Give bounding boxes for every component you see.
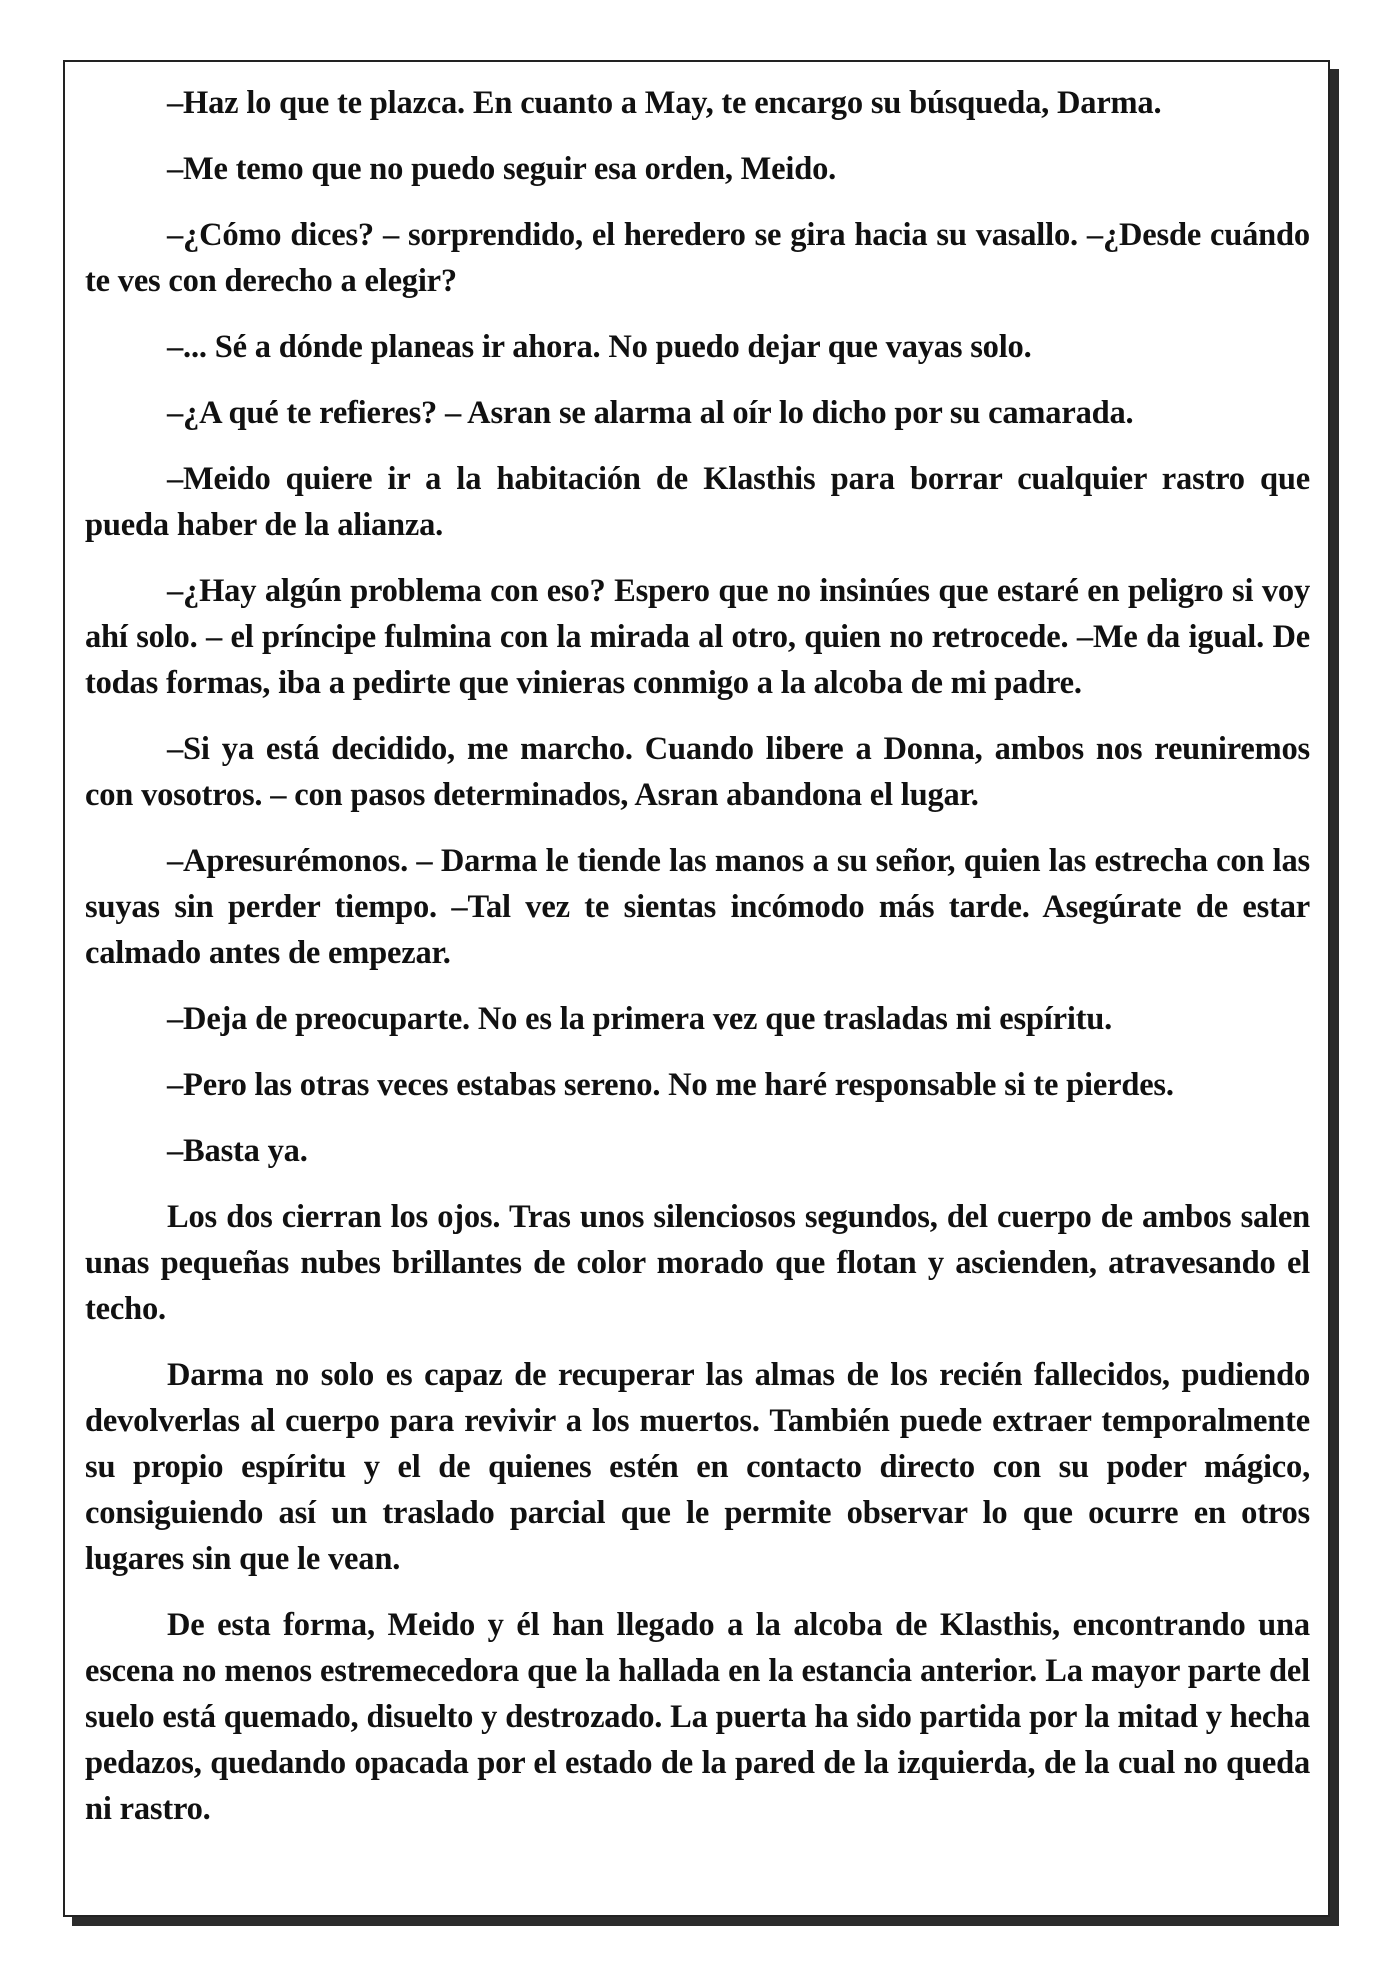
paragraph-13: Los dos cierran los ojos. Tras unos silenciosos segundos, del cuerpo de ambos salen unas pequeñas nubes brillantes de color morado que flotan y ascienden, atravesando el techo. xyxy=(85,1199,1310,1327)
document-body xyxy=(85,80,1310,1852)
paragraph-12: –Basta ya. xyxy=(167,1133,308,1169)
paragraph-9: –Apresurémonos. – Darma le tiende las manos a su señor, quien las estrecha con las suyas sin perder tiempo. –Tal vez te sientas incómodo más tarde. Asegúrate de estar calmado antes de empezar. xyxy=(85,843,1310,971)
paragraph-1: –Haz lo que te plazca. En cuanto a May, te encargo su búsqueda, Darma. xyxy=(167,85,1162,121)
paragraph-14: Darma no solo es capaz de recuperar las almas de los recién fallecidos, pudiendo devolverlas al cuerpo para revivir a los muertos. También puede extraer temporalmente su propio espíritu y el de quienes estén en contacto directo con su poder mágico, consiguiendo así un traslado parcial que le permite observar lo que ocurre en otros lugares sin que le vean. xyxy=(85,1357,1310,1577)
paragraph-2: –Me temo que no puedo seguir esa orden, Meido. xyxy=(167,151,837,187)
paragraph-15: De esta forma, Meido y él han llegado a la alcoba de Klasthis, encontrando una escena no menos estremecedora que la hallada en la estancia anterior. La mayor parte del suelo está quemado, disuelto y destrozado. La puerta ha sido partida por la mitad y hecha pedazos, quedando opacada por el estado de la pared de la izquierda, de la cual no queda ni rastro. xyxy=(85,1607,1310,1827)
paragraph-8: –Si ya está decidido, me marcho. Cuando libere a Donna, ambos nos reuniremos con vosotros. – con pasos determinados, Asran abandona el lugar. xyxy=(85,731,1310,813)
paragraph-5: –¿A qué te refieres? – Asran se alarma al oír lo dicho por su camarada. xyxy=(167,395,1134,431)
paragraph-6: –Meido quiere ir a la habitación de Klasthis para borrar cualquier rastro que pueda haber de la alianza. xyxy=(85,461,1310,543)
paragraph-7: –¿Hay algún problema con eso? Espero que no insinúes que estaré en peligro si voy ahí solo. – el príncipe fulmina con la mirada al otro, quien no retrocede. –Me da igual. De todas formas, iba a pedirte que vinieras conmigo a la alcoba de mi padre. xyxy=(85,573,1310,701)
paragraph-4: –... Sé a dónde planeas ir ahora. No puedo dejar que vayas solo. xyxy=(167,329,1032,365)
paragraph-3: –¿Cómo dices? – sorprendido, el heredero se gira hacia su vasallo. –¿Desde cuándo te ves con derecho a elegir? xyxy=(85,217,1310,299)
page-frame xyxy=(63,60,1330,1917)
paragraph-11: –Pero las otras veces estabas sereno. No me haré responsable si te pierdes. xyxy=(167,1067,1174,1103)
paragraph-10: –Deja de preocuparte. No es la primera vez que trasladas mi espíritu. xyxy=(167,1001,1113,1037)
